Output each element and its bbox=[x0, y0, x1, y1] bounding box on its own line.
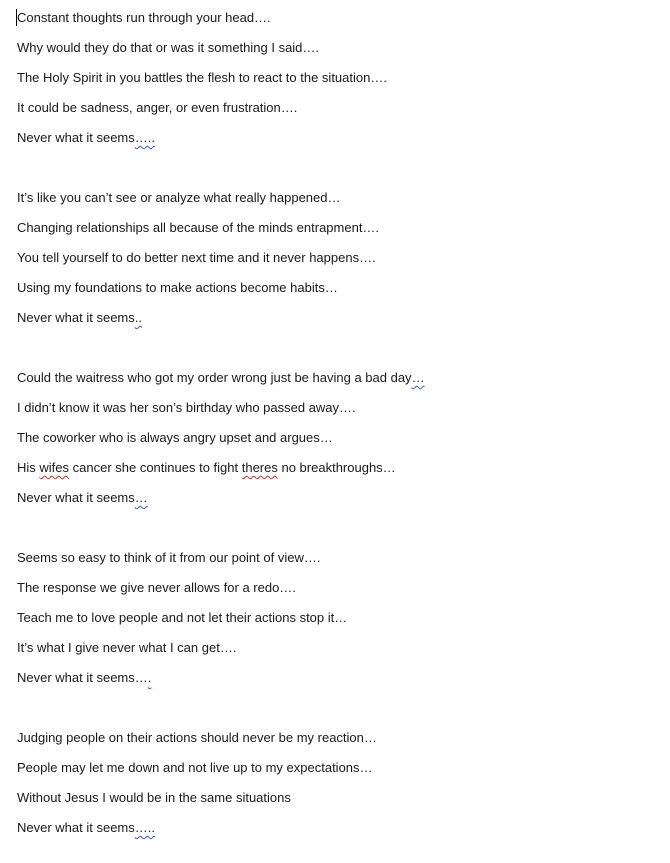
line-4-5[interactable] bbox=[17, 670, 151, 686]
grammar-flag[interactable]: .. bbox=[134, 310, 142, 325]
grammar-flag[interactable]: … bbox=[411, 370, 425, 385]
line-4-4[interactable]: It’s what I give never what I can get…. bbox=[17, 640, 237, 655]
line-5-1[interactable]: Judging people on their actions should never be my reaction… bbox=[17, 730, 377, 745]
line-4-1[interactable]: Seems so easy to think of it from our point of view…. bbox=[17, 550, 321, 565]
line-1-4[interactable]: It could be sadness, anger, or even frustration…. bbox=[17, 100, 298, 115]
line-1-1[interactable]: Constant thoughts run through your head…. bbox=[17, 10, 271, 25]
line-3-3[interactable]: The coworker who is always angry upset and argues… bbox=[17, 430, 333, 445]
line-4-2[interactable]: The response we give never allows for a redo…. bbox=[17, 580, 296, 595]
refrain-text: Never what it seems bbox=[17, 130, 135, 145]
line-3-2[interactable]: I didn’t know it was her son’s birthday who passed away…. bbox=[17, 400, 356, 415]
line-5-3[interactable]: Without Jesus I would be in the same situations bbox=[17, 790, 291, 805]
grammar-flag[interactable]: ….. bbox=[134, 820, 155, 835]
line-text: His bbox=[17, 460, 40, 475]
line-2-1[interactable]: It’s like you can’t see or analyze what really happened… bbox=[17, 190, 341, 205]
line-2-2[interactable]: Changing relationships all because of the minds entrapment…. bbox=[17, 220, 380, 235]
line-4-3[interactable]: Teach me to love people and not let their actions stop it… bbox=[17, 610, 348, 625]
grammar-flag[interactable]: . bbox=[147, 670, 152, 685]
refrain-text: Never what it seems bbox=[17, 490, 135, 505]
line-3-4[interactable] bbox=[17, 460, 396, 476]
line-2-3[interactable]: You tell yourself to do better next time and it never happens…. bbox=[17, 250, 376, 265]
refrain-text: Never what it seems bbox=[17, 310, 135, 325]
line-text: Could the waitress who got my order wrong just be having a bad day bbox=[17, 370, 412, 385]
line-5-4[interactable] bbox=[17, 820, 155, 836]
line-2-5[interactable] bbox=[17, 310, 142, 326]
line-3-5[interactable] bbox=[17, 490, 148, 506]
line-text: cancer she continues to fight bbox=[69, 460, 242, 475]
refrain-text: Never what it seems bbox=[17, 820, 135, 835]
grammar-flag[interactable]: … bbox=[134, 490, 148, 505]
line-3-1[interactable] bbox=[17, 370, 425, 386]
refrain-text: Never what it seems… bbox=[17, 670, 148, 685]
line-1-2[interactable]: Why would they do that or was it something I said…. bbox=[17, 40, 320, 55]
spelling-flag-wifes[interactable]: wifes bbox=[39, 460, 70, 475]
line-1-5[interactable] bbox=[17, 130, 155, 146]
line-2-4[interactable]: Using my foundations to make actions become habits… bbox=[17, 280, 338, 295]
grammar-flag[interactable]: ….. bbox=[134, 130, 155, 145]
line-1-3[interactable]: The Holy Spirit in you battles the flesh to react to the situation…. bbox=[17, 70, 387, 85]
spelling-flag-theres[interactable]: theres bbox=[241, 460, 278, 475]
line-text: no breakthroughs… bbox=[277, 460, 396, 475]
line-5-2[interactable]: People may let me down and not live up to my expectations… bbox=[17, 760, 373, 775]
